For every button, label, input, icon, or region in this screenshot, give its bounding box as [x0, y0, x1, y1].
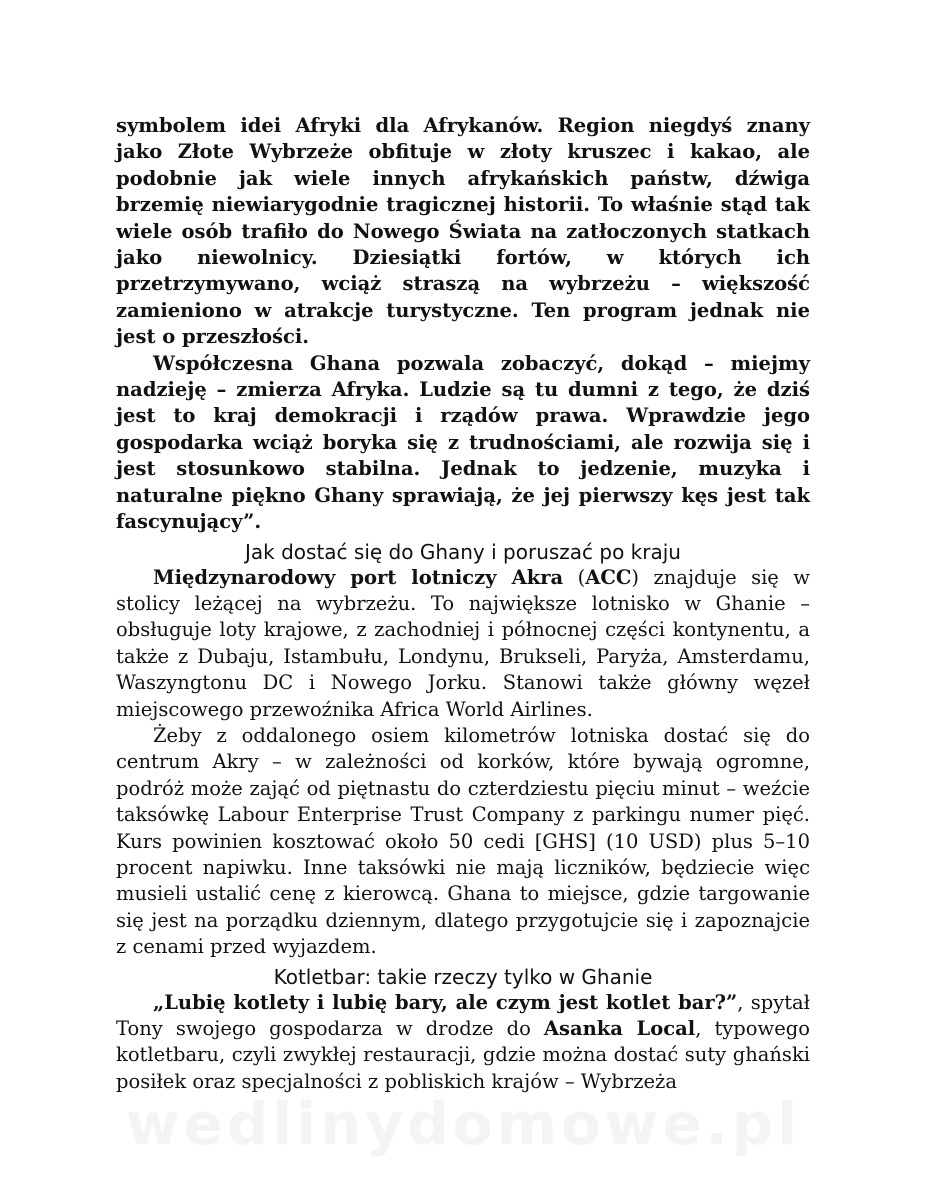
kotletbar-text-2: , typowego kotletbaru, czyli zwykłej restauracji, gdzie można dostać suty ghański posiłek oraz specjalności z pobliskich krajów – Wybrzeża: [116, 1017, 810, 1093]
airport-text: ) znajduje się w stolicy leżącej na wybrzeżu. To największe lotnisko w Ghanie – obsługuje loty krajowe, z zachodniej i północnej części kontynentu, a także z Dubaju, Istambułu, Londynu, Brukseli, Paryża, Amsterdamu, Waszyngtonu DC i Nowego Jorku. Stanowi także główny węzeł miejscowego przewoźnika Africa World Airlines.: [116, 565, 810, 721]
airport-name: Międzynarodowy port lotniczy Akra: [153, 565, 564, 589]
section-heading-kotletbar: Kotletbar: takie rzeczy tylko w Ghanie: [273, 964, 653, 989]
airport-text-open: (: [563, 565, 586, 589]
kotletbar-quote: „Lubię kotlety i lubię bary, ale czym jest kotlet bar?”: [153, 990, 738, 1014]
kotletbar-paragraph: [116, 990, 810, 1096]
document-page: [116, 113, 810, 1095]
section-heading-travel: Jak dostać się do Ghany i poruszać po kraju: [245, 539, 681, 564]
taxi-paragraph: Żeby z oddalonego osiem kilometrów lotniska dostać się do centrum Akry – w zależności od korków, które bywają ogromne, podróż może zająć od piętnastu do czterdziestu pięciu minut – weźcie taksówkę Labour Enterprise Trust Company z parkingu numer pięć. Kurs powinien kosztować około 50 cedi [GHS] (10 USD) plus 5–10 procent napiwku. Inne taksówki nie mają liczników, będziecie więc musieli ustalić cenę z kierowcą. Ghana to miejsce, gdzie targowanie się jest na porządku dziennym, dlatego przygotujcie się i zapoznajcie z cenami przed wyjazdem.: [116, 723, 810, 959]
kotletbar-text-1: , spytał Tony swojego gospodarza w drodze do: [116, 990, 810, 1040]
airport-paragraph: [116, 565, 810, 723]
watermark: wedlinydomowe.pl: [125, 1090, 802, 1158]
intro-paragraph-1: symbolem idei Afryki dla Afrykanów. Region niegdyś znany jako Złote Wybrzeże obfituje w złoty kruszec i kakao, ale podobnie jak wiele innych afrykańskich państw, dźwiga brzemię niewiarygodnie tragicznej historii. To właśnie stąd tak wiele osób trafiło do Nowego Świata na zatłoczonych statkach jako niewolnicy. Dziesiątki fortów, w których ich przetrzymywano, wciąż straszą na wybrzeżu – większość zamieniono w atrakcje turystyczne. Ten program jednak nie jest o przeszłości.: [116, 114, 810, 349]
airport-code: ACC: [585, 565, 632, 589]
restaurant-name: Asanka Local: [543, 1017, 696, 1040]
intro-paragraph-2: Współczesna Ghana pozwala zobaczyć, dokąd – miejmy nadzieję – zmierza Afryka. Ludzie są tu dumni z tego, że dziś jest to kraj demokracji i rządów prawa. Wprawdzie jego gospodarka wciąż boryka się z trudnościami, ale rozwija się i jest stosunkowo stabilna. Jednak to jedzenie, muzyka i naturalne piękno Ghany sprawiają, że jej pierwszy kęs jest tak fascynujący”.: [116, 351, 810, 534]
